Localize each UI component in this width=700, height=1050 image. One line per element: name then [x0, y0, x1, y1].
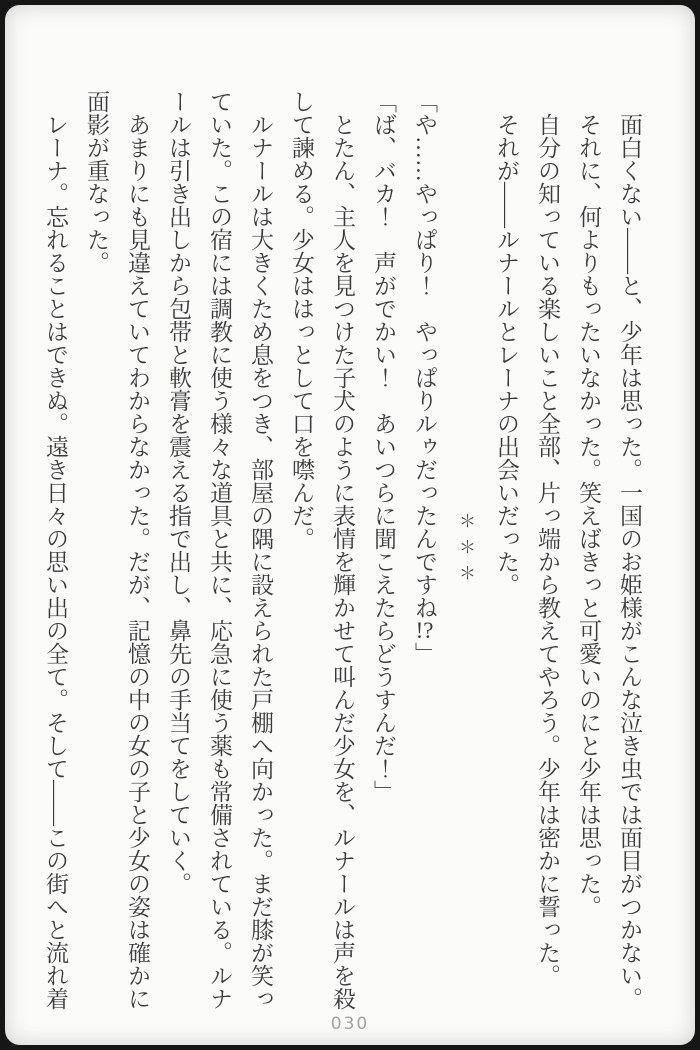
text-line: 面影が重なった。	[84, 90, 109, 274]
text-line: 「や……やっぱり！ やっぱりルゥだったんですね!?」	[412, 90, 437, 665]
tatechuyoko-exclamation: !?	[415, 619, 434, 642]
text-line: 「ば、バカ！ 声がでかい！ あいつらに聞こえたらどうすんだ！」	[371, 90, 396, 803]
text-line: ルナールは大きくため息をつき、部屋の隅に設えられた戸棚へ向かった。まだ膝が笑っ	[248, 113, 273, 1010]
text-line: ていた。この宿には調教に使う様々な道具と共に、応急に使う薬も常備されている。ルナ	[207, 90, 232, 1010]
text-line: レーナ。忘れることはできぬ。遠き日々の思い出の全て。そして――この街へと流れ着	[43, 113, 68, 1010]
section-divider: ＊＊＊	[456, 512, 475, 590]
text-line: それに、何よりもったいなかった。笑えばきっと可愛いのにと少年は思った。	[576, 113, 601, 918]
text-line: ールは引き出しから包帯と軟膏を震える指で出し、鼻先の手当てをしていく。	[166, 90, 191, 895]
text-area	[35, 90, 650, 1012]
page-number: 030	[330, 1014, 370, 1034]
text-line: 自分の知っている楽しいこと全部、片っ端から教えてやろう。少年は密かに誓った。	[535, 113, 560, 987]
text-line: とたん、主人を見つけた子犬のように表情を輝かせて叫んだ少女を、ルナールは声を殺	[330, 113, 355, 1010]
book-page	[5, 5, 695, 1045]
text-line: それが――ルナールとレーナの出会いだった。	[494, 113, 519, 596]
text-line: 面白くない――と、少年は思った。一国のお姫様がこんな泣き虫では面目がつかない。	[617, 113, 642, 1010]
text-line: あまりにも見違えていてわからなかった。だが、記憶の中の女の子と少女の姿は確かに	[125, 113, 150, 1010]
text-line: して諫める。少女ははっとして口を噤んだ。	[289, 90, 314, 550]
